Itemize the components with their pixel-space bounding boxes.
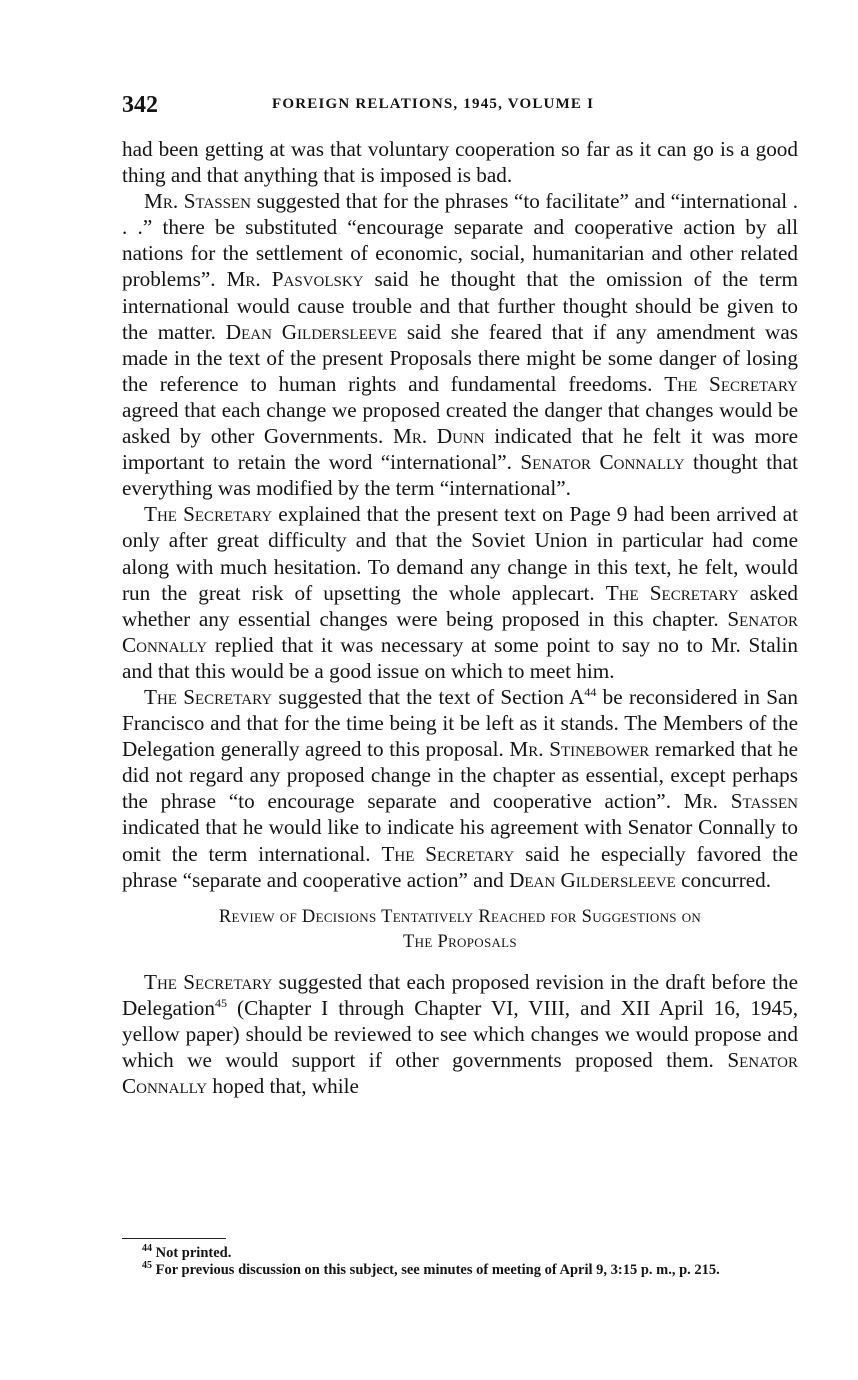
paragraph-text: replied that it was necessary at some point to say no to Mr. Stalin and that this would be a good issue on which to meet him. <box>122 632 798 683</box>
speaker-name: The Secretary <box>605 580 739 605</box>
paragraph-text: said she feared that if any amendment was made in the text of the present Proposals there might be some danger of losing the reference to human rights and fundamental freedoms. <box>122 319 798 396</box>
paragraph-text: said he especially favored the phrase “separate and cooperative action” and <box>122 841 798 892</box>
body-text <box>122 136 798 1099</box>
page-number: 342 <box>122 92 158 118</box>
speaker-name: The Secretary <box>144 502 273 527</box>
section-heading <box>122 905 798 955</box>
speaker-name: Mr. Pasvolsky <box>226 267 364 292</box>
paragraph-3 <box>122 501 798 684</box>
running-title: FOREIGN RELATIONS, 1945, VOLUME I <box>272 96 595 112</box>
section-heading-line-2: The Proposals <box>403 931 517 952</box>
speaker-name: The Secretary <box>381 841 515 866</box>
paragraph-text: be reconsidered in San Francisco and that for the time being it be left as it stands. The Members of the Delegation generally agreed to this proposal. <box>122 684 798 762</box>
speaker-name: Senator Connally <box>122 1048 798 1099</box>
paragraph-5 <box>122 969 798 1099</box>
footnote-divider <box>122 1238 226 1239</box>
footnote-text: Not printed. <box>155 1245 232 1261</box>
footnote-reference[interactable]: 44 <box>584 684 597 699</box>
footnote-text: For previous discussion on this subject, see minutes of meeting of April 9, 3:15 p. m., p. 215. <box>155 1262 720 1278</box>
section-heading-line-1: Review of Decisions Tentatively Reached for Suggestions on <box>218 906 702 927</box>
speaker-name: Dean Gildersleeve <box>509 867 676 892</box>
paragraph-text: suggested that for the phrases “to facilitate” and “international . . .” there be substituted “encourage separate and cooperative action by all nations for the settlement of economic, social, humanitarian and other related problems”. <box>122 189 798 292</box>
paragraph-text: said he thought that the omission of the term international would cause trouble and that further thought should be given to the matter. <box>122 267 798 344</box>
paragraph-text: indicated that he felt it was more important to retain the word “international”. <box>122 424 798 475</box>
paragraph-text: indicated that he would like to indicate his agreement with Senator Connally to omit the term international. <box>122 815 798 866</box>
paragraph-text: (Chapter I through Chapter VI, VIII, and XII April 16, 1945, yellow paper) should be reviewed to see which changes we would propose and which we would support if other governments proposed them. <box>122 995 798 1072</box>
paragraph-4 <box>122 684 798 893</box>
speaker-name: The Secretary <box>144 969 273 994</box>
speaker-name: Mr. Stinebower <box>509 737 650 762</box>
speaker-name: Dean Gildersleeve <box>225 319 398 344</box>
paragraph-text: suggested that each proposed revision in the draft before the Delegation <box>122 969 798 1020</box>
paragraph-1: had been getting at was that voluntary cooperation so far as it can go is a good thing and that anything that is imposed is bad. <box>122 137 798 188</box>
speaker-name: Mr. Stassen <box>683 789 798 814</box>
footnote-45 <box>118 1262 798 1279</box>
paragraph-text: explained that the present text on Page 9 had been arrived at only after great difficulty and that the Soviet Union in particular had come along with much hesitation. To demand any change in this text, he felt, would run the great risk of upsetting the whole applecart. <box>122 502 798 605</box>
speaker-name: The Secretary <box>664 371 798 396</box>
paragraph-text: concurred. <box>675 867 772 892</box>
paragraph-2 <box>122 188 798 501</box>
footnote-marker: 44 <box>142 1243 152 1255</box>
speaker-name: Senator Connally <box>122 606 798 657</box>
paragraph-text: suggested that the text of Section A <box>272 684 585 709</box>
footnotes <box>118 1245 798 1279</box>
paragraph-text: hoped that, while <box>207 1074 359 1099</box>
footnote-reference[interactable]: 45 <box>214 995 227 1010</box>
speaker-name: Mr. Dunn <box>392 424 485 449</box>
footnote-44 <box>118 1245 798 1262</box>
paragraph-text: remarked that he did not regard any proposed change in the chapter as essential, except perhaps the phrase “to encourage separate and cooperative action”. <box>122 737 798 814</box>
speaker-name: Senator Connally <box>520 450 685 475</box>
paragraph-text: asked whether any essential changes were being proposed in this chapter. <box>122 580 798 631</box>
paragraph-text: thought that everything was modified by the term “international”. <box>122 450 799 501</box>
running-head <box>122 92 798 122</box>
paragraph-text: agreed that each change we proposed created the danger that changes would be asked by other Governments. <box>122 397 798 449</box>
speaker-name: The Secretary <box>144 684 273 709</box>
footnote-marker: 45 <box>142 1260 152 1272</box>
speaker-name: Mr. Stassen <box>144 189 251 214</box>
